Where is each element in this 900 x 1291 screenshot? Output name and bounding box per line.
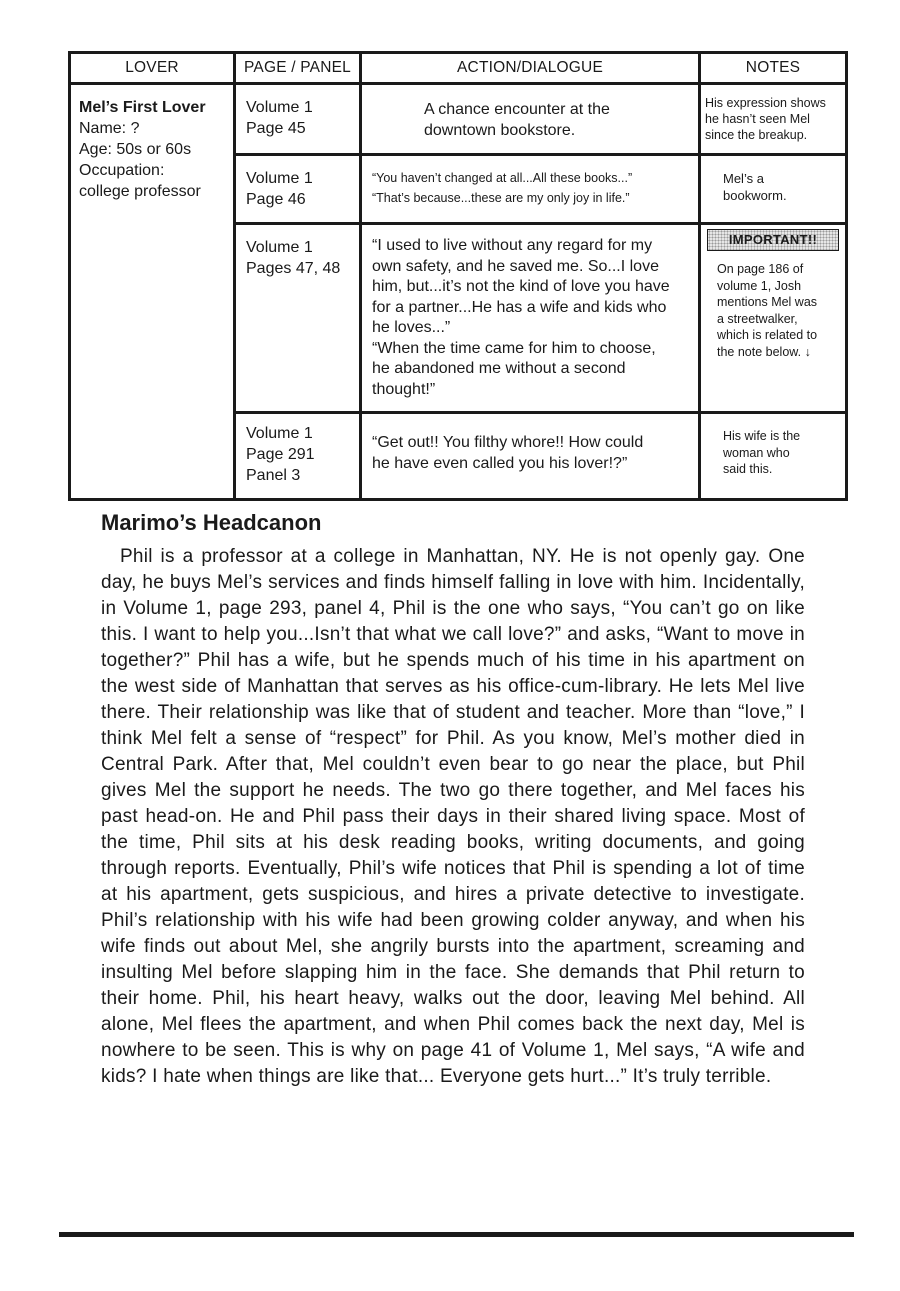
page-ref-cell (235, 224, 361, 413)
note-line: On page 186 of (717, 262, 804, 276)
note-cell (700, 84, 847, 155)
lover-name: Name: ? (79, 120, 140, 137)
note-line: the note below. ↓ (717, 344, 811, 359)
headcanon-title: Marimo’s Headcanon (101, 510, 322, 535)
lover-occupation-label: Occupation: (79, 162, 165, 179)
bottom-divider (59, 1232, 854, 1237)
action-line: downtown bookstore. (424, 122, 576, 139)
note-line: His wife is the (723, 429, 801, 443)
action-cell (361, 224, 700, 413)
action-line: he loves...” (372, 319, 451, 336)
page-ref-cell (235, 413, 361, 500)
note-line: since the breakup. (705, 128, 808, 142)
page-ref-line: Volume 1 (246, 170, 313, 187)
note-line: said this. (723, 462, 773, 476)
action-cell (361, 413, 700, 500)
action-line: thought!” (372, 380, 436, 398)
lover-age: Age: 50s or 60s (79, 141, 192, 158)
page-ref-line: Volume 1 (246, 99, 313, 116)
action-line: A chance encounter at the (424, 101, 610, 118)
important-badge: IMPORTANT!! (707, 229, 839, 251)
action-line: “That’s because...these are my only joy in life.” (372, 191, 630, 205)
action-line: “When the time came for him to choose, (372, 339, 656, 357)
action-cell (361, 155, 700, 224)
page-ref-cell (235, 84, 361, 155)
note-line: which is related to (717, 328, 818, 342)
page-ref-line: Pages 47, 48 (246, 260, 341, 277)
page-ref-line: Volume 1 (246, 425, 313, 442)
header-page-panel: PAGE / PANEL (235, 53, 361, 84)
note-line: His expression shows (705, 96, 826, 110)
lover-info-cell (70, 84, 235, 500)
action-line: own safety, and he saved me. So...I love (372, 257, 659, 275)
note-cell (700, 155, 847, 224)
note-line: he hasn’t seen Mel (705, 112, 810, 126)
page-ref-cell (235, 155, 361, 224)
table-row (70, 84, 847, 155)
page-ref-line: Volume 1 (246, 239, 313, 256)
lover-table (68, 51, 848, 501)
action-line: he abandoned me without a second (372, 360, 626, 377)
note-line: Mel’s a (723, 171, 764, 186)
page-ref-line: Page 46 (246, 191, 306, 208)
action-line: “You haven’t changed at all...All these books...” (372, 171, 633, 185)
action-line: “I used to live without any regard for my (372, 237, 653, 254)
note-line: mentions Mel was (717, 295, 818, 309)
headcanon-body: Phil is a professor at a college in Manhattan, NY. He is not openly gay. One day, he buys Mel’s services and finds himself falling in love with him. Incidentally, in Volume 1, page 293, panel 4, Phil is the one who says, “You can’t go on like this. I want to help you...Isn’t that what we call love?” and asks, “Want to move in together?” Phil has a wife, but he spends much of his time in his apartment on the west side of Manhattan that serves as his office-cum-library. He lets Mel live there. Their relationship was like that of student and teacher. More than “love,” I think Mel felt a sense of “respect” for Phil. As you know, Mel’s mother died in Central Park. After that, Mel couldn’t even bear to go near the place, but Phil gives Mel the support he needs. The two go there together, and Mel faces his past head-on. He and Phil pass their days in their shared living space. Most of the time, Phil sits at his desk reading books, writing documents, and going through reports. Eventually, Phil’s wife notices that Phil is spending a lot of time at his apartment, gets suspicious, and hires a private detective to investigate. Phil’s relationship with his wife had been growing colder anyway, and when his wife finds out about Mel, she angrily bursts into the apartment, screaming and insulting Mel before slapping him in the face. She demands that Phil return to their home. Phil, his heart heavy, walks out the door, leaving Mel behind. All alone, Mel flees the apartment, and when Phil comes back the next day, Mel is nowhere to be seen. This is why on page 41 of Volume 1, Mel says, “A wife and kids? I hate when things are like that... Everyone gets hurt...” It’s truly terrible. (101, 546, 805, 1087)
header-action-dialogue: ACTION/DIALOGUE (361, 53, 700, 84)
note-cell (700, 413, 847, 500)
action-line: for a partner...He has a wife and kids who (372, 298, 667, 316)
note-line: a streetwalker, (717, 311, 798, 326)
note-line: woman who (723, 445, 790, 460)
action-cell (361, 84, 700, 155)
table-header-row (70, 53, 847, 84)
header-notes: NOTES (700, 53, 847, 84)
note-line: bookworm. (723, 188, 787, 203)
page-ref-line: Panel 3 (246, 467, 301, 484)
action-line: “Get out!! You filthy whore!! How could (372, 434, 644, 451)
page-ref-line: Page 291 (246, 446, 315, 463)
header-lover: LOVER (70, 53, 235, 84)
note-line: volume 1, Josh (717, 278, 802, 293)
action-line: him, but...it’s not the kind of love you have (372, 278, 670, 295)
lover-occupation: college professor (79, 183, 201, 200)
page-ref-line: Page 45 (246, 120, 306, 137)
lover-title: Mel’s First Lover (79, 99, 206, 116)
action-line: he have even called you his lover!?” (372, 455, 628, 472)
note-cell (700, 224, 847, 413)
